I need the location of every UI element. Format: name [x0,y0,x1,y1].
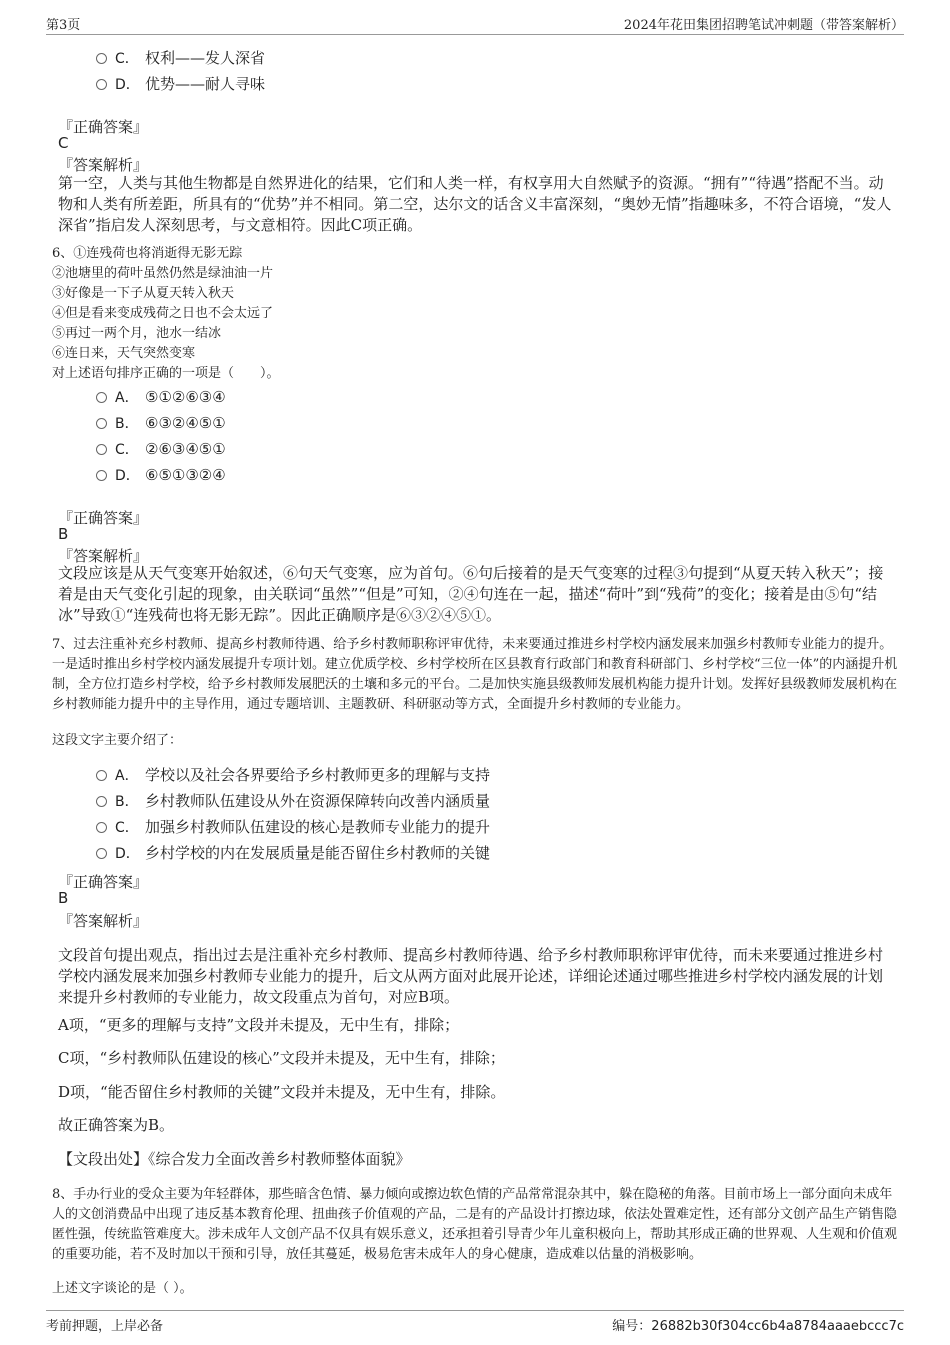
q6-question: 对上述语句排序正确的一项是（ ）。 [52,366,280,381]
analysis-conclusion: 故正确答案为B。 [58,1116,175,1134]
answer-value: B [58,889,69,907]
analysis-option-c: C项，“乡村教师队伍建设的核心”文段并未提及，无中生有，排除； [58,1049,505,1067]
analysis-label: 『答案解析』 [58,912,149,930]
document-title: 2024年花田集团招聘笔试冲刺题（带答案解析） [623,18,904,33]
page-number: 第3页 [46,18,81,33]
radio-icon[interactable] [96,848,107,859]
radio-icon[interactable] [96,53,107,64]
q7-option-a[interactable]: A． 学校以及社会各界要给予乡村教师更多的理解与支持 [96,765,490,785]
answer-label: 『正确答案』 [58,873,149,891]
answer-value: C [58,134,69,152]
q8-question: 上述文字谈论的是（ ）。 [52,1281,193,1296]
source-citation: 【文段出处】《综合发力全面改善乡村教师整体面貌》 [58,1150,411,1168]
q7-stem: 7、过去注重补充乡村教师、提高乡村教师待遇、给予乡村教师职称评审优待，未来要通过推进乡村学校内涵发展来加强乡村教师专业能力的提升。一是适时推出乡村学校内涵发展提升专项计划。建立优质学校、乡村学校所在区县教育行政部门和教育科研部门、乡村学校“三位一体”的内涵提升机制，全方位打造乡村学校，给予乡村教师发展肥沃的土壤和多元的平台。二是加快实施县级教师发展机构能力提升计划。发挥好县级教师发展机构在乡村教师能力提升中的主导作用，通过专题培训、主题教研、科研驱动等方式，全面提升乡村教师的专业能力。 [52,637,898,712]
page-header [46,14,904,35]
analysis-label: 『答案解析』 [58,547,149,565]
answer-label: 『正确答案』 [58,509,149,527]
q7-option-b[interactable]: B． 乡村教师队伍建设从外在资源保障转向改善内涵质量 [96,791,490,811]
footer-slogan: 考前押题，上岸必备 [46,1319,164,1334]
q6-line: 6、①连残荷也将消逝得无影无踪 [52,246,243,261]
q6-line: ③好像是一下子从夏天转入秋天 [52,286,235,301]
answer-label: 『正确答案』 [58,118,149,136]
radio-icon[interactable] [96,470,107,481]
q7-option-d[interactable]: D． 乡村学校的内在发展质量是能否留住乡村教师的关键 [96,843,490,863]
q6-line: ②池塘里的荷叶虽然仍然是绿油油一片 [52,266,274,281]
radio-icon[interactable] [96,822,107,833]
q6-option-d[interactable]: D． ⑥⑤①③②④ [96,465,226,485]
radio-icon[interactable] [96,444,107,455]
radio-icon[interactable] [96,796,107,807]
q6-option-b[interactable]: B． ⑥③②④⑤① [96,413,226,433]
document-id: 编号：26882b30f304cc6b4a8784aaaebccc7c [612,1319,904,1334]
radio-icon[interactable] [96,79,107,90]
analysis-option-a: A项，“更多的理解与支持”文段并未提及，无中生有，排除； [58,1016,460,1034]
q7-option-c[interactable]: C． 加强乡村教师队伍建设的核心是教师专业能力的提升 [96,817,490,837]
radio-icon[interactable] [96,392,107,403]
q7-question: 这段文字主要介绍了： [52,733,183,748]
analysis-label: 『答案解析』 [58,156,149,174]
q5-option-c[interactable]: C． 权利——发人深省 [96,48,265,68]
q6-option-c[interactable]: C． ②⑥③④⑤① [96,439,226,459]
q6-option-a[interactable]: A． ⑤①②⑥③④ [96,387,226,407]
radio-icon[interactable] [96,770,107,781]
analysis-text: 文段首句提出观点，指出过去是注重补充乡村教师、提高乡村教师待遇、给予乡村教师职称评审优待，而未来要通过推进乡村学校内涵发展来加强乡村教师专业能力的提升，后文从两方面对此展开论述，详细论述通过哪些推进乡村学校内涵发展的计划来提升乡村教师的专业能力，故文段重点为首句，对应B项。 [58,946,884,1006]
q6-line: ⑤再过一两个月，池水一结冰 [52,326,222,341]
analysis-text: 第一空，人类与其他生物都是自然界进化的结果，它们和人类一样，有权享用大自然赋予的资源。“拥有”“待遇”搭配不当。动物和人类有所差距，所具有的“优势”并不相同。第二空，达尔文的话含义丰富深刻，“奥妙无情”指趣味多，不符合语境，“发人深省”指启发人深刻思考，与文意相符。因此C项正确。 [58,174,892,234]
q6-line: ④但是看来变成残荷之日也不会太远了 [52,306,274,321]
q5-option-d[interactable]: D． 优势——耐人寻味 [96,74,265,94]
analysis-option-d: D项，“能否留住乡村教师的关键”文段并未提及，无中生有，排除。 [58,1083,506,1101]
q8-stem: 8、手办行业的受众主要为年轻群体，那些暗含色情、暴力倾向或擦边软色情的产品常常混杂其中，躲在隐秘的角落。目前市场上一部分面向未成年人的文创消费品中出现了违反基本教育伦理、扭曲孩子价值观的产品，二是有的产品设计打擦边球，依法处置难定性，还有部分文创产品生产销售隐匿性强，传统监管难度大。涉未成年人文创产品不仅具有娱乐意义，还承担着引导青少年儿童积极向上，帮助其形成正确的世界观、人生观和价值观的重要功能，若不及时加以干预和引导，放任其蔓延，极易危害未成年人的身心健康，造成难以估量的消极影响。 [52,1187,898,1262]
answer-value: B [58,525,69,543]
radio-icon[interactable] [96,418,107,429]
page-footer [46,1310,904,1333]
analysis-text: 文段应该是从天气变寒开始叙述，⑥句天气变寒，应为首句。⑥句后接着的是天气变寒的过程③句提到“从夏天转入秋天”；接着是由天气变化引起的现象，由关联词“虽然”“但是”可知，②④句连在一起，描述“荷叶”到“残荷”的变化；接着是由⑤句“结冰”导致①“连残荷也将无影无踪”。因此正确顺序是⑥③②④⑤①。 [58,564,884,624]
q6-line: ⑥连日来，天气突然变寒 [52,346,196,361]
